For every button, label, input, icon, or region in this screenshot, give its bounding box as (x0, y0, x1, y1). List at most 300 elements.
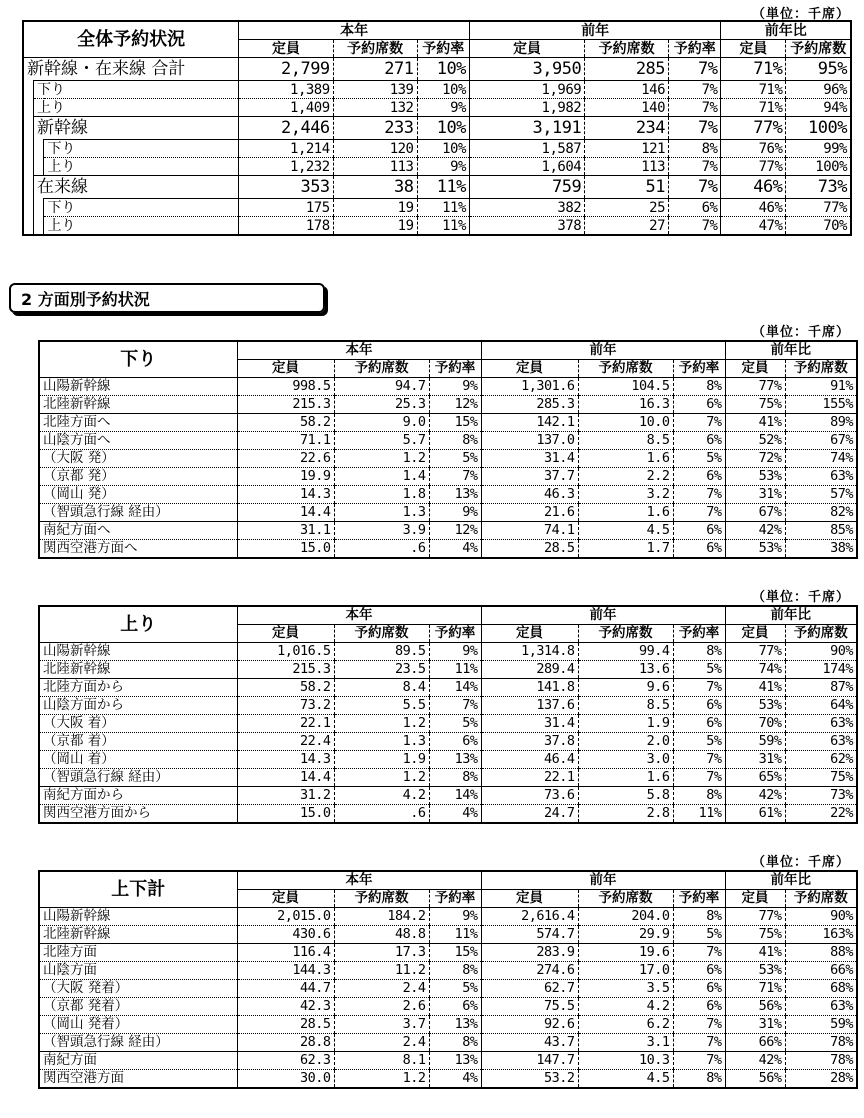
down-direction-table (38, 340, 858, 559)
header-capacity: 定員 (481, 625, 578, 643)
table-row (23, 217, 851, 236)
cell-value: 271 (333, 58, 417, 81)
table-row (39, 414, 857, 432)
row-label: 上り (44, 158, 239, 176)
unit-label: （単位：千席） (751, 590, 850, 605)
cell-value: 44.7 (237, 980, 334, 998)
cell-value: 53% (725, 468, 785, 486)
cell-value: 68% (785, 980, 857, 998)
cell-value: 77% (725, 643, 785, 661)
cell-value: 73% (785, 787, 857, 805)
overall-title: 全体予約状況 (23, 21, 239, 58)
cell-value: 8% (429, 432, 481, 450)
cell-value: 8% (673, 378, 725, 396)
cell-value: 14% (429, 679, 481, 697)
cell-value: 11% (429, 661, 481, 679)
cell-value: 113 (585, 158, 669, 176)
cell-value: 19.9 (237, 468, 334, 486)
cell-value: 38 (333, 176, 417, 199)
table-row (39, 697, 857, 715)
row-label: （大阪 発） (39, 450, 237, 468)
cell-value: 62.3 (237, 1052, 334, 1070)
cell-value: 53% (725, 540, 785, 559)
header-reserved: 予約席数 (578, 890, 673, 908)
header-ratio: 前年比 (721, 21, 851, 40)
cell-value: 14.4 (237, 769, 334, 787)
table-row (39, 944, 857, 962)
cell-value: 47% (721, 217, 786, 236)
cell-value: 137.6 (481, 697, 578, 715)
cell-value: 56% (725, 1070, 785, 1089)
cell-value: 8.5 (578, 697, 673, 715)
unit-label: （単位：千席） (751, 855, 850, 870)
cell-value: 6% (673, 980, 725, 998)
cell-value: 43.7 (481, 1034, 578, 1052)
row-label: 北陸方面から (39, 679, 237, 697)
row-label: 上り (44, 217, 239, 236)
cell-value: 77% (725, 908, 785, 926)
cell-value: 95% (786, 58, 851, 81)
cell-value: 10% (417, 81, 469, 99)
table-row (39, 1052, 857, 1070)
cell-value: 998.5 (237, 378, 334, 396)
section-title: 2 方面別予約状況 (9, 283, 325, 313)
cell-value: 8% (673, 908, 725, 926)
cell-value: 9% (429, 643, 481, 661)
table-row (39, 486, 857, 504)
cell-value: 9.6 (578, 679, 673, 697)
cell-value: 71% (725, 980, 785, 998)
cell-value: 85% (785, 522, 857, 540)
total-direction-table (38, 870, 858, 1089)
cell-value: 62.7 (481, 980, 578, 998)
header-this-year: 本年 (239, 21, 470, 40)
cell-value: 14% (429, 787, 481, 805)
cell-value: 9% (429, 504, 481, 522)
cell-value: 5% (673, 450, 725, 468)
cell-value: 14.4 (237, 504, 334, 522)
cell-value: 64% (785, 697, 857, 715)
header-this-year: 本年 (237, 341, 481, 360)
row-label: 北陸新幹線 (39, 396, 237, 414)
table-row (39, 769, 857, 787)
cell-value: 5% (429, 450, 481, 468)
table-row (39, 432, 857, 450)
cell-value: 70% (786, 217, 851, 236)
table-row (39, 540, 857, 559)
table-row (39, 396, 857, 414)
header-capacity: 定員 (721, 40, 786, 58)
cell-value: 63% (785, 715, 857, 733)
cell-value: 14.3 (237, 751, 334, 769)
table-row (39, 1016, 857, 1034)
cell-value: 285.3 (481, 396, 578, 414)
cell-value: 73% (786, 176, 851, 199)
header-last-year: 前年 (481, 606, 725, 625)
row-label: 新幹線・在来線 合計 (23, 58, 239, 81)
cell-value: 70% (725, 715, 785, 733)
table-row (39, 661, 857, 679)
cell-value: 8% (669, 140, 721, 158)
row-label: 関西空港方面へ (39, 540, 237, 559)
cell-value: 100% (786, 158, 851, 176)
header-last-year: 前年 (481, 871, 725, 890)
cell-value: 215.3 (237, 396, 334, 414)
cell-value: 7% (673, 1052, 725, 1070)
cell-value: 16.3 (578, 396, 673, 414)
header-last-year: 前年 (469, 21, 721, 40)
cell-value: 29.9 (578, 926, 673, 944)
row-label: 北陸新幹線 (39, 661, 237, 679)
table-row (39, 751, 857, 769)
cell-value: 10% (417, 140, 469, 158)
table-row (39, 998, 857, 1016)
row-label: 新幹線 (33, 117, 238, 140)
cell-value: 142.1 (481, 414, 578, 432)
cell-value: .6 (334, 805, 429, 824)
cell-value: 3.9 (334, 522, 429, 540)
cell-value: 74% (725, 661, 785, 679)
cell-value: 6% (669, 199, 721, 217)
table-row (23, 117, 851, 140)
cell-value: 1,982 (469, 99, 584, 117)
cell-value: 1.9 (334, 751, 429, 769)
cell-value: 234 (585, 117, 669, 140)
cell-value: 8% (673, 787, 725, 805)
cell-value: 11% (673, 805, 725, 824)
cell-value: 9% (429, 908, 481, 926)
cell-value: 41% (725, 944, 785, 962)
row-label: 南紀方面へ (39, 522, 237, 540)
cell-value: .6 (334, 540, 429, 559)
cell-value: 5.7 (334, 432, 429, 450)
table-title: 上り (39, 606, 237, 643)
cell-value: 59% (725, 733, 785, 751)
cell-value: 10% (417, 117, 469, 140)
header-reserved: 予約席数 (578, 360, 673, 378)
header-reserved: 予約席数 (585, 40, 669, 58)
cell-value: 77% (725, 378, 785, 396)
header-rate: 予約率 (417, 40, 469, 58)
cell-value: 2.0 (578, 733, 673, 751)
header-ratio: 前年比 (725, 341, 857, 360)
cell-value: 11.2 (334, 962, 429, 980)
cell-value: 6% (673, 396, 725, 414)
cell-value: 4% (429, 1070, 481, 1089)
cell-value: 53% (725, 697, 785, 715)
cell-value: 2.8 (578, 805, 673, 824)
header-rate: 予約率 (673, 360, 725, 378)
cell-value: 78% (785, 1034, 857, 1052)
cell-value: 7% (673, 1016, 725, 1034)
cell-value: 1,409 (239, 99, 333, 117)
cell-value: 6.2 (578, 1016, 673, 1034)
cell-value: 8.1 (334, 1052, 429, 1070)
table-row (39, 679, 857, 697)
cell-value: 4% (429, 805, 481, 824)
cell-value: 8.4 (334, 679, 429, 697)
cell-value: 82% (785, 504, 857, 522)
header-rate: 予約率 (673, 625, 725, 643)
cell-value: 139 (333, 81, 417, 99)
row-label: 山陽新幹線 (39, 643, 237, 661)
table-row (39, 805, 857, 824)
cell-value: 78% (785, 1052, 857, 1070)
header-reserved: 予約席数 (790, 40, 847, 57)
table-row (39, 908, 857, 926)
cell-value: 6% (673, 962, 725, 980)
cell-value: 91% (785, 378, 857, 396)
cell-value: 113 (333, 158, 417, 176)
cell-value: 67% (725, 504, 785, 522)
cell-value: 71% (721, 81, 786, 99)
row-label: 下り (33, 81, 238, 99)
header-capacity: 定員 (237, 360, 334, 378)
cell-value: 92.6 (481, 1016, 578, 1034)
cell-value: 178 (239, 217, 333, 236)
cell-value: 8% (429, 962, 481, 980)
table-row (39, 733, 857, 751)
header-reserved: 予約席数 (785, 625, 857, 643)
cell-value: 1.6 (578, 769, 673, 787)
cell-value: 141.8 (481, 679, 578, 697)
row-label: （大阪 発着） (39, 980, 237, 998)
header-reserved: 予約席数 (578, 625, 673, 643)
table-row (39, 468, 857, 486)
cell-value: 4% (429, 540, 481, 559)
cell-value: 7% (673, 486, 725, 504)
cell-value: 7% (669, 117, 721, 140)
cell-value: 184.2 (334, 908, 429, 926)
row-label: 下り (44, 140, 239, 158)
cell-value: 74% (785, 450, 857, 468)
cell-value: 71.1 (237, 432, 334, 450)
row-label: 南紀方面から (39, 787, 237, 805)
cell-value: 48.8 (334, 926, 429, 944)
cell-value: 15.0 (237, 540, 334, 559)
header-capacity: 定員 (237, 890, 334, 908)
cell-value: 3,950 (469, 58, 584, 81)
cell-value: 73.6 (481, 787, 578, 805)
cell-value: 46% (721, 199, 786, 217)
unit-label: （単位：千席） (751, 7, 850, 22)
cell-value: 58.2 (237, 679, 334, 697)
up-direction-table (38, 605, 858, 824)
table-title: 上下計 (39, 871, 237, 908)
row-label: （智頭急行線 経由） (39, 1034, 237, 1052)
table-row (23, 58, 851, 81)
cell-value: 19 (333, 217, 417, 236)
cell-value: 19.6 (578, 944, 673, 962)
table-row (39, 962, 857, 980)
cell-value: 7% (673, 504, 725, 522)
cell-value: 87% (785, 679, 857, 697)
table-row (39, 504, 857, 522)
cell-value: 7% (673, 414, 725, 432)
row-label: （岡山 発） (39, 486, 237, 504)
cell-value: 1.2 (334, 715, 429, 733)
cell-value: 96% (786, 81, 851, 99)
cell-value: 31.4 (481, 450, 578, 468)
cell-value: 13% (429, 486, 481, 504)
header-capacity: 定員 (237, 625, 334, 643)
cell-value: 75% (785, 769, 857, 787)
cell-value: 30.0 (237, 1070, 334, 1089)
header-reserved: 予約席数 (334, 360, 429, 378)
table-row (23, 81, 851, 99)
header-ratio: 前年比 (725, 871, 857, 890)
cell-value: 2,616.4 (481, 908, 578, 926)
header-reserved: 予約席数 (334, 625, 429, 643)
cell-value: 13% (429, 1052, 481, 1070)
cell-value: 4.2 (334, 787, 429, 805)
cell-value: 2.2 (578, 468, 673, 486)
cell-value: 7% (673, 1034, 725, 1052)
cell-value: 25.3 (334, 396, 429, 414)
cell-value: 17.0 (578, 962, 673, 980)
table-row (23, 140, 851, 158)
header-last-year: 前年 (481, 341, 725, 360)
row-label: 在来線 (33, 176, 238, 199)
cell-value: 71% (721, 58, 786, 81)
row-label: 山陰方面から (39, 697, 237, 715)
cell-value: 175 (239, 199, 333, 217)
table-row (39, 1034, 857, 1052)
cell-value: 233 (333, 117, 417, 140)
cell-value: 74.1 (481, 522, 578, 540)
cell-value: 283.9 (481, 944, 578, 962)
row-label: （智頭急行線 経由） (39, 769, 237, 787)
cell-value: 7% (673, 679, 725, 697)
cell-value: 13.6 (578, 661, 673, 679)
cell-value: 574.7 (481, 926, 578, 944)
cell-value: 1,301.6 (481, 378, 578, 396)
cell-value: 3.5 (578, 980, 673, 998)
cell-value: 204.0 (578, 908, 673, 926)
cell-value: 57% (785, 486, 857, 504)
cell-value: 2,446 (239, 117, 333, 140)
row-label: 関西空港方面から (39, 805, 237, 824)
row-label: （京都 発） (39, 468, 237, 486)
cell-value: 1,016.5 (237, 643, 334, 661)
table-row (23, 158, 851, 176)
cell-value: 132 (333, 99, 417, 117)
cell-value: 7% (669, 81, 721, 99)
header-reserved: 予約席数 (334, 890, 429, 908)
header-this-year: 本年 (237, 871, 481, 890)
table-row (39, 980, 857, 998)
cell-value: 7% (673, 944, 725, 962)
cell-value: 31% (725, 751, 785, 769)
cell-value: 73.2 (237, 697, 334, 715)
cell-value: 62% (785, 751, 857, 769)
cell-value: 15% (429, 944, 481, 962)
table-row (23, 99, 851, 117)
cell-value: 75% (725, 396, 785, 414)
cell-value: 37.8 (481, 733, 578, 751)
cell-value: 53.2 (481, 1070, 578, 1089)
cell-value: 378 (469, 217, 584, 236)
cell-value: 31.1 (237, 522, 334, 540)
cell-value: 759 (469, 176, 584, 199)
cell-value: 99% (786, 140, 851, 158)
cell-value: 8% (673, 1070, 725, 1089)
cell-value: 4.5 (578, 1070, 673, 1089)
cell-value: 9.0 (334, 414, 429, 432)
cell-value: 23.5 (334, 661, 429, 679)
table-row (39, 378, 857, 396)
cell-value: 56% (725, 998, 785, 1016)
cell-value: 3.0 (578, 751, 673, 769)
cell-value: 10.3 (578, 1052, 673, 1070)
cell-value: 46.3 (481, 486, 578, 504)
cell-value: 3.1 (578, 1034, 673, 1052)
cell-value: 5% (429, 980, 481, 998)
cell-value: 12% (429, 396, 481, 414)
cell-value: 51 (585, 176, 669, 199)
cell-value: 140 (585, 99, 669, 117)
row-label: 上り (33, 99, 238, 117)
cell-value: 77% (721, 117, 786, 140)
header-rate: 予約率 (673, 890, 725, 908)
cell-value: 19 (333, 199, 417, 217)
header-rate: 予約率 (429, 360, 481, 378)
cell-value: 67% (785, 432, 857, 450)
cell-value: 1.8 (334, 486, 429, 504)
cell-value: 2.4 (334, 980, 429, 998)
cell-value: 274.6 (481, 962, 578, 980)
cell-value: 11% (429, 926, 481, 944)
cell-value: 1.6 (578, 450, 673, 468)
cell-value: 6% (673, 540, 725, 559)
table-row (39, 522, 857, 540)
cell-value: 25 (585, 199, 669, 217)
cell-value: 382 (469, 199, 584, 217)
cell-value: 99.4 (578, 643, 673, 661)
cell-value: 7% (669, 176, 721, 199)
cell-value: 144.3 (237, 962, 334, 980)
row-label: （智頭急行線 経由） (39, 504, 237, 522)
cell-value: 28.5 (237, 1016, 334, 1034)
cell-value: 41% (725, 679, 785, 697)
cell-value: 31% (725, 486, 785, 504)
cell-value: 1.4 (334, 468, 429, 486)
cell-value: 174% (785, 661, 857, 679)
header-reserved: 予約席数 (785, 360, 857, 378)
cell-value: 7% (669, 99, 721, 117)
cell-value: 146 (585, 81, 669, 99)
row-label: 山陰方面へ (39, 432, 237, 450)
header-reserved: 予約席数 (785, 890, 857, 908)
cell-value: 3.7 (334, 1016, 429, 1034)
cell-value: 17.3 (334, 944, 429, 962)
cell-value: 163% (785, 926, 857, 944)
cell-value: 77% (786, 199, 851, 217)
table-row (39, 715, 857, 733)
cell-value: 77% (721, 158, 786, 176)
cell-value: 58.2 (237, 414, 334, 432)
header-capacity: 定員 (481, 360, 578, 378)
cell-value: 28% (785, 1070, 857, 1089)
cell-value: 9% (417, 158, 469, 176)
cell-value: 9% (417, 99, 469, 117)
cell-value: 8% (429, 769, 481, 787)
cell-value: 28.5 (481, 540, 578, 559)
cell-value: 4.5 (578, 522, 673, 540)
cell-value: 59% (785, 1016, 857, 1034)
cell-value: 88% (785, 944, 857, 962)
cell-value: 104.5 (578, 378, 673, 396)
